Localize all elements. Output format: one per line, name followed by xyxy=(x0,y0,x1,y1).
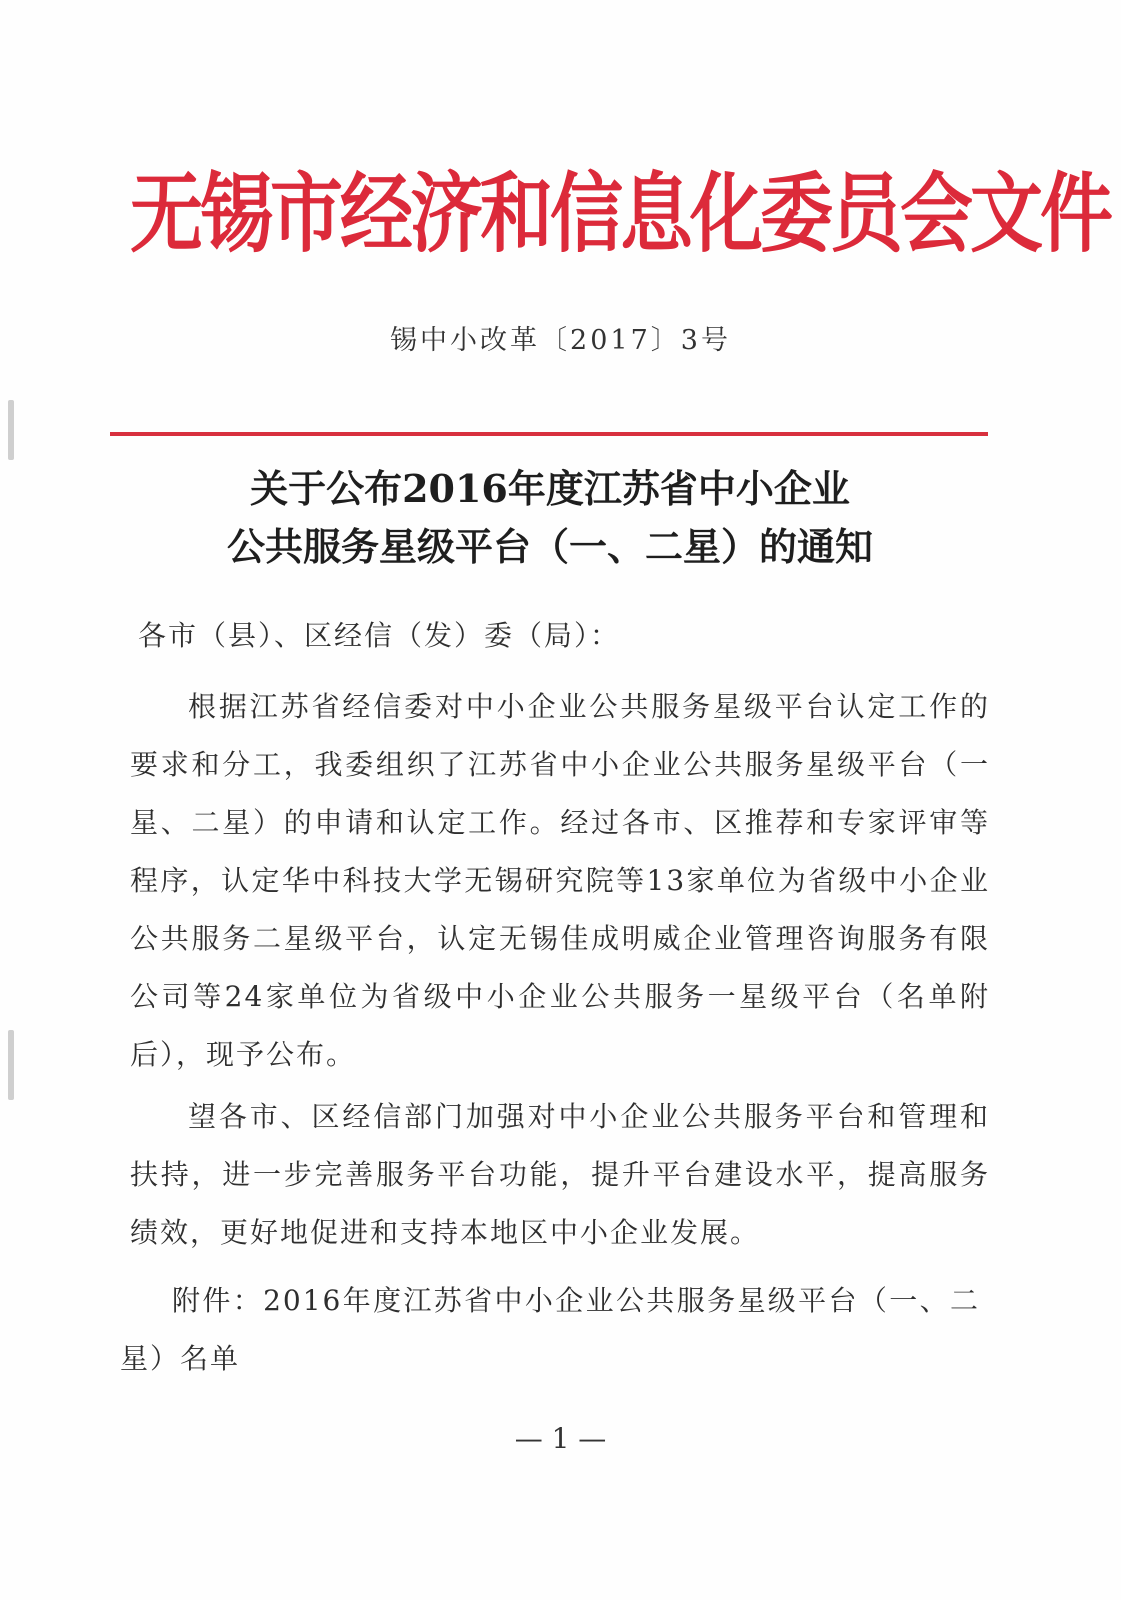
scan-margin-mark xyxy=(8,1030,14,1100)
scan-margin-mark xyxy=(8,400,14,460)
body-paragraph-1: 根据江苏省经信委对中小企业公共服务星级平台认定工作的要求和分工，我委组织了江苏省中小企业公共服务星级平台（一星、二星）的申请和认定工作。经过各市、区推荐和专家评审等程序，认定华中科技大学无锡研究院等13家单位为省级中小企业公共服务二星级平台，认定无锡佳成明威企业管理咨询服务有限公司等24家单位为省级中小企业公共服务一星级平台（名单附后），现予公布。 xyxy=(130,690,990,1071)
document-title-line-2: 公共服务星级平台（一、二星）的通知 xyxy=(226,524,873,569)
attachment-note: 附件：2016年度江苏省中小企业公共服务星级平台（一、二星）名单 xyxy=(120,1284,980,1375)
body-paragraph-2: 望各市、区经信部门加强对中小企业公共服务平台和管理和扶持，进一步完善服务平台功能，提升平台建设水平，提高服务绩效，更好地促进和支持本地区中小企业发展。 xyxy=(130,1100,990,1249)
salutation: 各市（县）、区经信（发）委（局）： xyxy=(138,619,621,652)
issuer-masthead: 无锡市经济和信息化委员会文件 xyxy=(130,164,1110,265)
document-title xyxy=(100,460,1000,576)
document-number: 锡中小改革〔2017〕3号 xyxy=(390,325,731,356)
red-separator-line xyxy=(110,432,988,436)
document-title-line-1: 关于公布2016年度江苏省中小企业 xyxy=(250,466,850,511)
page-number: — 1 — xyxy=(514,1422,607,1455)
